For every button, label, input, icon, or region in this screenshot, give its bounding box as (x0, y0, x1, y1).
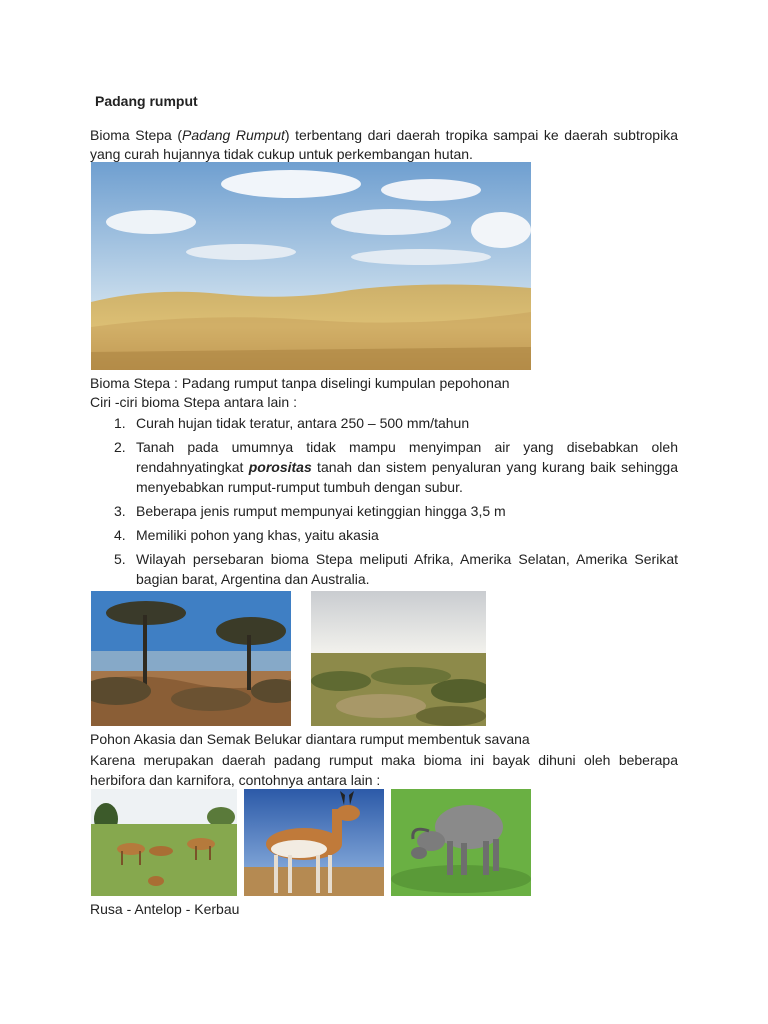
acacia-photo (91, 591, 291, 726)
intro-italic: Padang Rumput (182, 127, 285, 143)
ciri-title: Ciri -ciri bioma Stepa antara lain : (90, 394, 297, 410)
intro-prefix: Bioma Stepa ( (90, 127, 183, 143)
page-title: Padang rumput (95, 93, 198, 109)
document-page: Padang rumput Bioma Stepa (Padang Rumput) terbentang dari daerah tropika sampai ke daerah subtropika yang curah hujannya tidak cukup untuk perkembangan hutan. Bioma Stepa : Padang rumput tanpa diselingi kumpulan pepohonan Ciri -ciri bioma Stepa antara lain : 1. Curah hujan tidak teratur, antara 250 – 500 mm/tahun 2. Tanah pada umumnya tidak mampu menyimpan air yang disebabkan oleh rendahnyatingkat porositas tanah dan sistem penyaluran yang kurang baik sehingga menyebabkan rumput-rumput tumbuh dengan subur. 3. Beberapa jenis rumput mempunyai ketinggian hingga 3,5 m 4. Memiliki pohon yang khas, yaitu akasia 5. Wilayah persebaran bioma Stepa meliputi Afrika, Amerika Selatan, Amerika Serikat bagian barat, Argentina dan Australia. Pohon Akasia dan Semak Belukar diantara rumput membentuk savana Karena merupakan daerah padang rumput maka bioma ini bayak dihuni oleh beberapa herbifora dan karnifora, contohnya antara lain : Rusa - Antelop - Kerbau (0, 0, 768, 1024)
intro-suffix: ) terbentang dari daerah tropika sampai ke daerah subtropika yang curah hujannya tidak cukup untuk perkembangan hutan. (90, 127, 678, 162)
intro-paragraph (90, 126, 678, 164)
antelope-photo (244, 789, 384, 896)
caption-savana: Pohon Akasia dan Semak Belukar diantara rumput membentuk savana (90, 731, 530, 747)
caption-stepa: Bioma Stepa : Padang rumput tanpa diselingi kumpulan pepohonan (90, 375, 510, 391)
deer-photo (91, 789, 237, 896)
shrub-savanna-photo (311, 591, 486, 726)
porositas-term: porositas (248, 459, 312, 475)
buffalo-photo (391, 789, 531, 896)
herbivora-paragraph: Karena merupakan daerah padang rumput maka bioma ini bayak dihuni oleh beberapa herbifora dan karnifora, contohnya antara lain : (90, 752, 678, 788)
caption-animals: Rusa - Antelop - Kerbau (90, 901, 240, 917)
grassland-photo (91, 162, 531, 370)
